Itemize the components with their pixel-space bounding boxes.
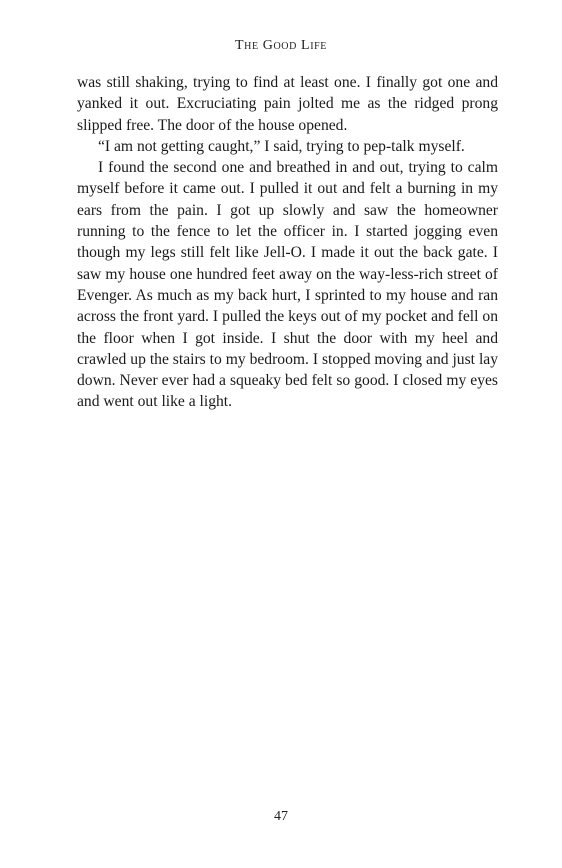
paragraph-continued: was still shaking, trying to find at least one. I finally got one and yanked it out. Excruciating pain jolted me as the ridged prong slipped free. The door of the house opened.	[77, 74, 498, 134]
paragraph-dialogue: “I am not getting caught,” I said, trying to pep-talk myself.	[98, 137, 465, 155]
body-text	[77, 72, 498, 413]
paragraph-escape: I found the second one and breathed in and out, trying to calm myself before it came out. I pulled it out and felt a burning in my ears from the pain. I got up slowly and saw the homeowner running to the fence to let the officer in. I started jogging even though my legs still felt like Jell-O. I made it out the back gate. I saw my house one hundred feet away on the way-less-rich street of Evenger. As much as my back hurt, I sprinted to my house and ran across the front yard. I pulled the keys out of my pocket and fell on the floor when I got inside. I shut the door with my heel and crawled up the stairs to my bedroom. I stopped moving and just lay down. Never ever had a squeaky bed felt so good. I closed my eyes and went out like a light.	[77, 159, 498, 411]
running-header: The Good Life	[234, 38, 327, 53]
page-number: 47	[274, 809, 288, 824]
